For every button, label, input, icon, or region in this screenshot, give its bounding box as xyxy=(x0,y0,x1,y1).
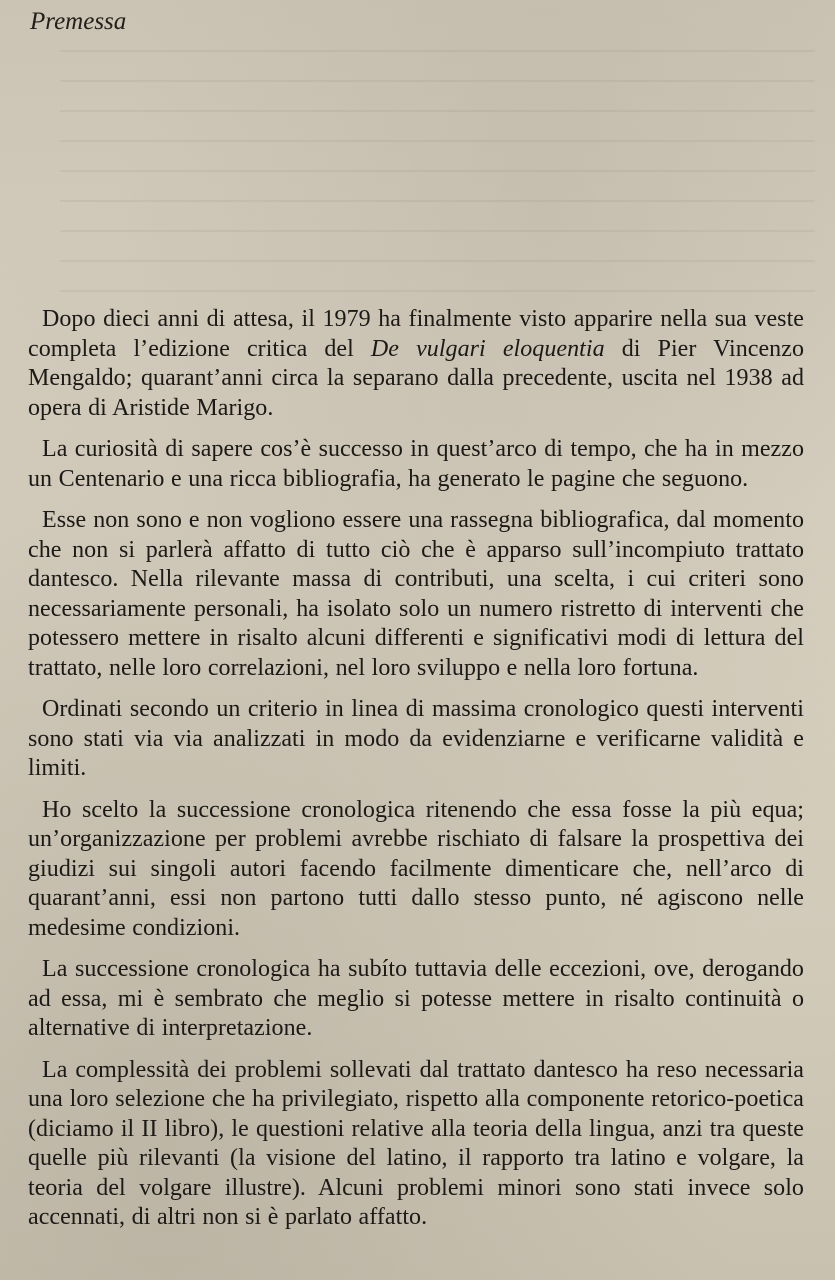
paragraph-1-text-end: di Pier Vincenzo Mengaldo; quarant’anni circa la separano dalla precedente, uscita nel 1938 ad opera di Aristide Marigo. xyxy=(28,335,804,421)
show-through-text xyxy=(60,50,815,300)
work-title: De vulgari eloquentia xyxy=(370,335,605,362)
paragraph-2: La curiosità di sapere cos’è successo in quest’arco di tempo, che ha in mezzo un Centenario e una ricca bibliografia, ha generato le pagine che seguono. xyxy=(28,436,804,492)
paragraph-4: Ordinati secondo un criterio in linea di massima cronologico questi interventi sono stati via via analizzati in modo da evidenziarne e verificarne validità e limiti. xyxy=(28,696,804,781)
body-text xyxy=(28,305,804,1245)
paragraph-1 xyxy=(28,305,804,423)
paragraph-7: La complessità dei problemi sollevati dal trattato dantesco ha reso necessaria una loro selezione che ha privilegiato, rispetto alla componente retorico-poetica (diciamo il II libro), le questioni relative alla teoria della lingua, anzi tra queste quelle più rilevanti (la visione del latino, il rapporto tra latino e volgare, la teoria del volgare illustre). Alcuni problemi minori sono stati invece solo accennati, di altri non si è parlato affatto. xyxy=(28,1056,804,1230)
paragraph-5: Ho scelto la successione cronologica ritenendo che essa fosse la più equa; un’organizzazione per problemi avrebbe rischiato di falsare la prospettiva dei giudizi sui singoli autori facendo facilmente dimenticare che, nell’arco di quarant’anni, essi non partono tutti dallo stesso punto, né agiscono nelle medesime condizioni. xyxy=(28,796,804,941)
running-head: Premessa xyxy=(30,8,127,35)
paragraph-6: La successione cronologica ha subíto tuttavia delle eccezioni, ove, derogando ad essa, mi è sembrato che meglio si potesse mettere in risalto continuità o alternative di interpretazione. xyxy=(28,956,804,1041)
paragraph-3: Esse non sono e non vogliono essere una rassegna bibliografica, dal momento che non si parlerà affatto di tutto ciò che è apparso sull’incompiuto trattato dantesco. Nella rilevante massa di contributi, una scelta, i cui criteri sono necessariamente personali, ha isolato solo un numero ristretto di interventi che potessero mettere in risalto alcuni differenti e significativi modi di lettura del trattato, nelle loro correlazioni, nel loro sviluppo e nella loro fortuna. xyxy=(28,507,804,681)
paragraph-1-text-start: Dopo dieci anni di attesa, il 1979 ha finalmente visto apparire nella sua veste completa l’edizione critica del xyxy=(28,306,804,362)
